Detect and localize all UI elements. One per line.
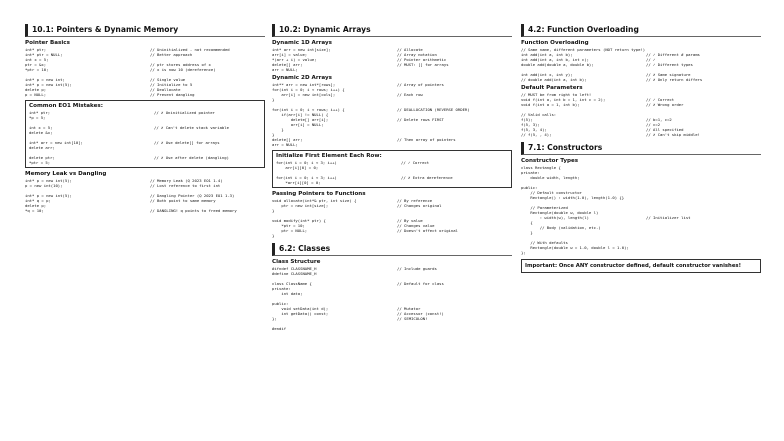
code-text: Rectangle(double w = 1.0, double l = 1.0); bbox=[521, 245, 629, 250]
code-text: private: bbox=[272, 286, 291, 291]
code-comment: // All specified bbox=[646, 127, 684, 132]
code-text: : width(w), length(l) bbox=[521, 215, 589, 220]
code-text: *ptr = 10; bbox=[272, 223, 305, 228]
code-text: int* q = p; bbox=[25, 198, 51, 203]
subsection-heading: Passing Pointers to Functions bbox=[272, 191, 366, 197]
code-comment: // ✗ Can't skip middle! bbox=[646, 132, 700, 137]
code-text: for(int i = 0; i < rows; i++) { bbox=[272, 107, 345, 112]
code-block bbox=[25, 178, 265, 213]
code-comment bbox=[154, 160, 261, 165]
code-line bbox=[272, 233, 512, 238]
code-text: { bbox=[521, 220, 533, 225]
code-line bbox=[29, 160, 261, 165]
code-comment: // Allocate bbox=[397, 47, 423, 52]
subsection-heading: Function Overloading bbox=[521, 40, 589, 46]
code-text: Rectangle(double w, double l) bbox=[521, 210, 599, 215]
code-text: } bbox=[272, 132, 275, 137]
code-text: double add(double a, double b); bbox=[521, 62, 594, 67]
code-block bbox=[25, 47, 265, 97]
code-comment: // Deallocate bbox=[150, 87, 181, 92]
code-comment: // Delete rows FIRST bbox=[397, 117, 444, 122]
code-text: for(int i = 0; i < 3; i++) bbox=[276, 160, 337, 165]
code-comment bbox=[401, 180, 508, 185]
code-line bbox=[25, 208, 265, 213]
code-comment: // Pointer arithmetic bbox=[397, 57, 447, 62]
code-text: void f(int a = 1, int b); bbox=[521, 102, 580, 107]
code-comment: // ✗ Use delete[] for arrays bbox=[154, 140, 220, 145]
code-comment: // Better approach bbox=[150, 52, 193, 57]
code-text: p = new int(10); bbox=[25, 183, 63, 188]
code-comment: // Doesn't affect original bbox=[397, 228, 458, 233]
code-text: for(int i = 0; i < 3; i++) bbox=[276, 175, 337, 180]
code-text: delete[] arr; bbox=[272, 137, 303, 142]
code-text: int* p = new int(5); bbox=[25, 193, 72, 198]
code-comment: // Changes value bbox=[397, 223, 435, 228]
code-text: void f(int a, int b = 1, int c = 2); bbox=[521, 97, 606, 102]
code-comment: // Array of pointers bbox=[397, 82, 444, 87]
code-text: *arr[i][0] = 0; bbox=[276, 180, 321, 185]
code-comment: // By reference bbox=[397, 198, 433, 203]
code-text: } bbox=[272, 97, 275, 102]
code-text: *ptr = 10; bbox=[25, 67, 49, 72]
code-text: *(arr + i) = value; bbox=[272, 57, 317, 62]
code-text: int* arr = new int[size]; bbox=[272, 47, 331, 52]
code-comment: // DANGLING! q points to freed memory bbox=[150, 208, 237, 213]
code-block bbox=[272, 82, 512, 147]
code-text: // Body (validation, etc.) bbox=[521, 225, 601, 230]
code-text: void setData(int d); bbox=[272, 306, 329, 311]
code-comment: // Initialize to 5 bbox=[150, 82, 193, 87]
code-block bbox=[521, 165, 761, 255]
code-comment: // Dangling Pointer (Q 2023 EO1 1.3) bbox=[150, 193, 235, 198]
code-text: // double add(int a, int b); bbox=[521, 77, 587, 82]
code-comment: // Uninitialized - not recommended bbox=[150, 47, 230, 52]
code-comment bbox=[397, 326, 512, 331]
code-comment: // SEMICOLON! bbox=[397, 316, 428, 321]
code-comment: // c=2 bbox=[646, 122, 661, 127]
section-title: 10.1: Pointers & Dynamic Memory bbox=[25, 24, 265, 37]
subsection-heading: Dynamic 2D Arrays bbox=[272, 75, 332, 81]
code-comment: // Default for class bbox=[397, 281, 444, 286]
code-line bbox=[276, 180, 508, 185]
code-text: public: bbox=[521, 185, 538, 190]
code-block bbox=[276, 160, 508, 185]
code-text: class ClassName { bbox=[272, 281, 312, 286]
code-text: // Valid calls: bbox=[521, 112, 557, 117]
code-text: arr[i] = NULL; bbox=[272, 122, 324, 127]
subsection-heading: Dynamic 1D Arrays bbox=[272, 40, 332, 46]
code-text: int* p = new int(5); bbox=[25, 178, 72, 183]
section-title: 7.1: Constructors bbox=[521, 142, 761, 155]
code-comment: // ✗ Can't delete stack variable bbox=[154, 125, 229, 130]
mistakes-box bbox=[25, 100, 265, 168]
code-text: #define CLASSNAME_H bbox=[272, 271, 317, 276]
code-text: delete ptr; bbox=[29, 155, 55, 160]
code-comment bbox=[397, 67, 512, 72]
code-text: *p = 5; bbox=[29, 115, 46, 120]
code-text: // Same name, different parameters (NOT return type!) bbox=[521, 47, 646, 52]
code-text: double width, length; bbox=[521, 175, 580, 180]
code-text: *q = 10; bbox=[25, 208, 44, 213]
code-line bbox=[521, 132, 761, 137]
code-text: int getData() const; bbox=[272, 311, 329, 316]
subsection-heading: Common EO1 Mistakes: bbox=[29, 103, 103, 109]
code-text: delete[] arr; bbox=[272, 62, 303, 67]
code-line bbox=[272, 142, 512, 147]
code-text: private: bbox=[521, 170, 540, 175]
code-text: void allocate(int*& ptr, int size) { bbox=[272, 198, 357, 203]
code-comment: // Changes original bbox=[397, 203, 442, 208]
code-comment: // ✓ Correct bbox=[646, 97, 675, 102]
code-block bbox=[521, 92, 761, 137]
column-3 bbox=[521, 24, 761, 273]
code-comment: // DEALLOCATION (REVERSE ORDER) bbox=[397, 107, 470, 112]
code-text: int* ptr; bbox=[25, 47, 47, 52]
subsection-heading: Default Parameters bbox=[521, 85, 583, 91]
code-comment: // ✓ Correct bbox=[401, 160, 430, 165]
code-text: } bbox=[521, 230, 533, 235]
code-line bbox=[25, 92, 265, 97]
subsection-heading: Initialize First Element Each Row: bbox=[276, 153, 382, 159]
code-text: Rectangle() : width(1.0), length(1.0) {} bbox=[521, 195, 625, 200]
code-text: *ptr = 5; bbox=[29, 160, 51, 165]
code-text: // MUST be from right to left! bbox=[521, 92, 592, 97]
code-text: ptr = NULL; bbox=[272, 228, 308, 233]
code-line bbox=[272, 326, 512, 331]
code-comment: // ✓ bbox=[646, 57, 656, 62]
code-comment: // Single value bbox=[150, 77, 186, 82]
code-text: } bbox=[272, 233, 275, 238]
section-title: 10.2: Dynamic Arrays bbox=[272, 24, 512, 37]
code-comment: // ✗ Wrong order bbox=[646, 102, 684, 107]
code-comment: // ✗ Same signature bbox=[646, 72, 691, 77]
code-text: int add(int x, int y); bbox=[521, 72, 573, 77]
code-comment: // By value bbox=[397, 218, 423, 223]
code-text: int* p = new int(5); bbox=[25, 82, 72, 87]
code-text: delete p; bbox=[25, 87, 47, 92]
code-block bbox=[521, 47, 761, 82]
code-text: // With defaults bbox=[521, 240, 568, 245]
code-text: f(5, 3, 4); bbox=[521, 127, 547, 132]
code-comment: // ✗ Extra dereference bbox=[401, 175, 453, 180]
subsection-heading: Memory Leak vs Dangling bbox=[25, 171, 107, 177]
code-comment: // MUST: [] for arrays bbox=[397, 62, 449, 67]
important-note: Important: Once ANY constructor defined, default constructor vanishes! bbox=[521, 259, 761, 273]
code-text: int x = 5; bbox=[29, 125, 53, 130]
code-line bbox=[521, 250, 761, 255]
code-text: int* ptr; bbox=[29, 110, 51, 115]
code-text: }; bbox=[521, 250, 526, 255]
code-text: }; bbox=[272, 316, 277, 321]
subsection-heading: Constructor Types bbox=[521, 158, 579, 164]
code-comment: // Mutator bbox=[397, 306, 421, 311]
section-title: 4.2: Function Overloading bbox=[521, 24, 761, 37]
code-comment: // b=1, c=2 bbox=[646, 117, 672, 122]
code-text: arr[i] = new int[cols]; bbox=[272, 92, 336, 97]
code-text: if(arr[i] != NULL) { bbox=[272, 112, 329, 117]
code-text: void modify(int* ptr) { bbox=[272, 218, 326, 223]
code-comment: // ptr stores address of x bbox=[150, 62, 211, 67]
code-comment: // Accessor (const!) bbox=[397, 311, 444, 316]
code-text: } bbox=[272, 208, 275, 213]
code-comment: // ✗ Use after delete (dangling) bbox=[154, 155, 229, 160]
code-comment: // Include guards bbox=[397, 266, 437, 271]
code-text: delete arr; bbox=[29, 145, 55, 150]
code-text: #ifndef CLASSNAME_H bbox=[272, 266, 317, 271]
code-text: int x = 5; bbox=[25, 57, 49, 62]
code-comment: // Both point to same memory bbox=[150, 198, 216, 203]
code-text: delete p; bbox=[25, 203, 47, 208]
code-comment: // ✗ Only return differs bbox=[646, 77, 703, 82]
code-comment: // ✗ Uninitialized pointer bbox=[154, 110, 215, 115]
code-text: // Parameterized bbox=[521, 205, 568, 210]
code-comment: // Lost reference to first int bbox=[150, 183, 221, 188]
code-text: delete[] arr[i]; bbox=[272, 117, 329, 122]
section-title: 6.2: Classes bbox=[272, 243, 512, 256]
code-text: public: bbox=[272, 301, 289, 306]
code-comment: // Prevent dangling bbox=[150, 92, 195, 97]
code-text: delete &x; bbox=[29, 130, 53, 135]
code-text: arr = NULL; bbox=[272, 142, 298, 147]
code-comment: // Then array of pointers bbox=[397, 137, 456, 142]
code-text: ptr = &x; bbox=[25, 62, 47, 67]
initialize-box bbox=[272, 150, 512, 188]
code-text: int** arr = new int*[rows]; bbox=[272, 82, 336, 87]
code-comment: // ✓ Different types bbox=[646, 62, 693, 67]
subsection-heading: Pointer Basics bbox=[25, 40, 70, 46]
code-comment: // Each row bbox=[397, 92, 423, 97]
code-text: arr[i][0] = 0; bbox=[276, 165, 319, 170]
code-text: int add(int a, int b, int c); bbox=[521, 57, 589, 62]
code-comment: // ✓ Different # params bbox=[646, 52, 700, 57]
code-text: int add(int a, int b); bbox=[521, 52, 573, 57]
code-line bbox=[272, 67, 512, 72]
code-text: int* arr = new int[10]; bbox=[29, 140, 83, 145]
column-1 bbox=[25, 24, 265, 213]
code-line bbox=[521, 77, 761, 82]
code-text: } bbox=[272, 127, 284, 132]
subsection-heading: Class Structure bbox=[272, 259, 321, 265]
code-comment: // Memory Leak (Q 2023 EO1 1.4) bbox=[150, 178, 223, 183]
code-text: int* ptr = NULL; bbox=[25, 52, 63, 57]
code-comment bbox=[646, 250, 761, 255]
code-text: f(5, 3); bbox=[521, 122, 540, 127]
code-text: int data; bbox=[272, 291, 303, 296]
code-text: // Default constructor bbox=[521, 190, 582, 195]
code-comment bbox=[397, 142, 512, 147]
code-text: f(5); bbox=[521, 117, 533, 122]
code-block bbox=[272, 266, 512, 331]
code-comment: // Array notation bbox=[397, 52, 437, 57]
code-text: #endif bbox=[272, 326, 287, 331]
code-text: for(int i = 0; i < rows; i++) { bbox=[272, 87, 345, 92]
code-block bbox=[272, 47, 512, 72]
code-block bbox=[272, 198, 512, 238]
code-comment bbox=[397, 233, 512, 238]
code-text: p = NULL; bbox=[25, 92, 47, 97]
column-2 bbox=[272, 24, 512, 331]
code-comment: // x is now 10 (dereference) bbox=[150, 67, 216, 72]
code-text: arr = NULL; bbox=[272, 67, 298, 72]
code-text: ptr = new int[size]; bbox=[272, 203, 329, 208]
code-text: int* p = new int; bbox=[25, 77, 65, 82]
code-text: class Rectangle { bbox=[521, 165, 561, 170]
code-comment: // Initializer list bbox=[646, 215, 691, 220]
code-text: arr[i] = value; bbox=[272, 52, 308, 57]
code-block bbox=[29, 110, 261, 165]
code-text: // f(5, , 4); bbox=[521, 132, 552, 137]
